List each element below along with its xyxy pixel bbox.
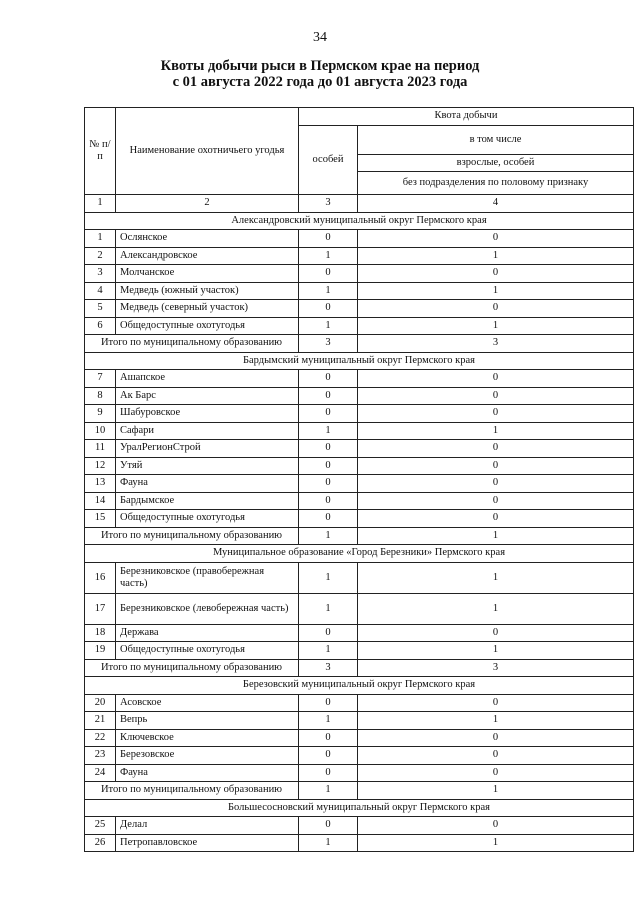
quota-individuals: 0 [299,817,358,835]
quota-adults: 1 [358,834,634,852]
row-number: 24 [85,764,116,782]
quota-adults: 1 [358,642,634,660]
quota-adults: 0 [358,747,634,765]
total-label: Итого по муниципальному образованию [85,782,299,800]
quota-individuals: 1 [299,422,358,440]
table-row [85,562,634,593]
total-row [85,335,634,353]
quota-adults: 0 [358,300,634,318]
quota-table [84,107,634,852]
col-number-3: 3 [299,195,358,213]
hunting-ground-name: Шабуровское [116,405,299,423]
section-title: Большесосновский муниципальный округ Пермского края [85,799,634,817]
quota-adults: 1 [358,593,634,624]
header-adults: взрослые, особей [358,154,634,172]
row-number: 22 [85,729,116,747]
row-number: 3 [85,265,116,283]
quota-individuals: 0 [299,492,358,510]
hunting-ground-name: Молчанское [116,265,299,283]
quota-individuals: 1 [299,712,358,730]
row-number: 26 [85,834,116,852]
table-row [85,370,634,388]
total-individuals: 1 [299,527,358,545]
row-number: 17 [85,593,116,624]
row-number: 5 [85,300,116,318]
quota-individuals: 0 [299,300,358,318]
row-number: 25 [85,817,116,835]
quota-individuals: 0 [299,457,358,475]
hunting-ground-name: УралРегионСтрой [116,440,299,458]
row-number: 15 [85,510,116,528]
row-number: 12 [85,457,116,475]
header-name: Наименование охотничьего угодья [116,108,299,195]
quota-individuals: 1 [299,282,358,300]
quota-individuals: 1 [299,593,358,624]
quota-adults: 1 [358,282,634,300]
section-title: Муниципальное образование «Город Березники» Пермского края [85,545,634,563]
quota-adults: 1 [358,317,634,335]
quota-individuals: 0 [299,230,358,248]
quota-individuals: 1 [299,562,358,593]
col-number-2: 2 [116,195,299,213]
quota-adults: 0 [358,265,634,283]
quota-adults: 0 [358,764,634,782]
table-row [85,624,634,642]
table-row [85,593,634,624]
col-number-4: 4 [358,195,634,213]
total-individuals: 1 [299,782,358,800]
quota-individuals: 0 [299,747,358,765]
table-row [85,405,634,423]
table-row [85,817,634,835]
quota-individuals: 0 [299,729,358,747]
section-title: Александровский муниципальный округ Пермского края [85,212,634,230]
header-individuals: особей [299,125,358,195]
hunting-ground-name: Березниковское (левобережная часть) [116,593,299,624]
total-adults: 3 [358,335,634,353]
total-label: Итого по муниципальному образованию [85,527,299,545]
row-number: 20 [85,694,116,712]
table-row [85,265,634,283]
table-row [85,475,634,493]
table-row [85,457,634,475]
total-individuals: 3 [299,335,358,353]
table-row [85,247,634,265]
quota-adults: 0 [358,475,634,493]
total-label: Итого по муниципальному образованию [85,335,299,353]
table-row [85,747,634,765]
table-row [85,317,634,335]
quota-individuals: 0 [299,510,358,528]
section-header-row [85,212,634,230]
row-number: 10 [85,422,116,440]
quota-individuals: 0 [299,370,358,388]
table-row [85,764,634,782]
row-number: 7 [85,370,116,388]
total-row [85,527,634,545]
quota-adults: 0 [358,370,634,388]
quota-adults: 0 [358,624,634,642]
total-row [85,659,634,677]
total-adults: 1 [358,782,634,800]
section-header-row [85,352,634,370]
hunting-ground-name: Общедоступные охотугодья [116,317,299,335]
section-title: Березовский муниципальный округ Пермского края [85,677,634,695]
hunting-ground-name: Александровское [116,247,299,265]
quota-individuals: 0 [299,475,358,493]
title-line-1: Квоты добычи рыси в Пермском крае на период [160,58,480,74]
section-header-row [85,799,634,817]
total-label: Итого по муниципальному образованию [85,659,299,677]
quota-individuals: 1 [299,317,358,335]
row-number: 8 [85,387,116,405]
row-number: 14 [85,492,116,510]
hunting-ground-name: Березниковское (правобережная часть) [116,562,299,593]
header-no-sex: без подразделения по половому признаку [358,172,634,195]
header-num: № п/п [85,108,116,195]
quota-individuals: 1 [299,834,358,852]
page-number: 34 [313,30,327,45]
row-number: 4 [85,282,116,300]
quota-adults: 0 [358,510,634,528]
table-row [85,492,634,510]
quota-adults: 1 [358,562,634,593]
quota-individuals: 0 [299,764,358,782]
section-header-row [85,677,634,695]
quota-individuals: 0 [299,624,358,642]
hunting-ground-name: Бардымское [116,492,299,510]
section-title: Бардымский муниципальный округ Пермского края [85,352,634,370]
quota-adults: 1 [358,247,634,265]
hunting-ground-name: Петропавловское [116,834,299,852]
quota-individuals: 1 [299,642,358,660]
quota-individuals: 1 [299,247,358,265]
row-number: 19 [85,642,116,660]
quota-individuals: 0 [299,405,358,423]
quota-adults: 0 [358,694,634,712]
row-number: 1 [85,230,116,248]
hunting-ground-name: Асовское [116,694,299,712]
quota-individuals: 0 [299,440,358,458]
quota-adults: 0 [358,492,634,510]
table-row [85,642,634,660]
hunting-ground-name: Вепрь [116,712,299,730]
total-adults: 1 [358,527,634,545]
total-row [85,782,634,800]
table-row [85,712,634,730]
table-row [85,510,634,528]
table-row [85,729,634,747]
table-row [85,834,634,852]
table-row [85,422,634,440]
hunting-ground-name: Ключевское [116,729,299,747]
quota-adults: 1 [358,422,634,440]
quota-individuals: 0 [299,265,358,283]
quota-adults: 0 [358,440,634,458]
row-number: 11 [85,440,116,458]
title-line-2: с 01 августа 2022 года до 01 августа 2023 года [172,74,468,90]
row-number: 23 [85,747,116,765]
quota-individuals: 0 [299,387,358,405]
row-number: 16 [85,562,116,593]
hunting-ground-name: Медведь (южный участок) [116,282,299,300]
table-row [85,282,634,300]
quota-adults: 0 [358,729,634,747]
header-quota: Квота добычи [299,108,634,126]
table-row [85,300,634,318]
header-including: в том числе [358,125,634,154]
hunting-ground-name: Общедоступные охотугодья [116,510,299,528]
quota-adults: 0 [358,230,634,248]
total-individuals: 3 [299,659,358,677]
quota-individuals: 0 [299,694,358,712]
row-number: 9 [85,405,116,423]
table-row [85,387,634,405]
hunting-ground-name: Ослянское [116,230,299,248]
table-row [85,230,634,248]
hunting-ground-name: Держава [116,624,299,642]
hunting-ground-name: Утяй [116,457,299,475]
quota-adults: 0 [358,817,634,835]
hunting-ground-name: Фауна [116,475,299,493]
quota-adults: 0 [358,387,634,405]
hunting-ground-name: Фауна [116,764,299,782]
hunting-ground-name: Ак Барс [116,387,299,405]
hunting-ground-name: Делал [116,817,299,835]
table-row [85,694,634,712]
row-number: 2 [85,247,116,265]
table-row [85,440,634,458]
total-adults: 3 [358,659,634,677]
quota-adults: 0 [358,457,634,475]
page-title [0,58,640,90]
quota-adults: 1 [358,712,634,730]
hunting-ground-name: Общедоступные охотугодья [116,642,299,660]
hunting-ground-name: Березовское [116,747,299,765]
row-number: 21 [85,712,116,730]
row-number: 13 [85,475,116,493]
row-number: 18 [85,624,116,642]
quota-adults: 0 [358,405,634,423]
hunting-ground-name: Сафари [116,422,299,440]
hunting-ground-name: Медведь (северный участок) [116,300,299,318]
hunting-ground-name: Ашапское [116,370,299,388]
section-header-row [85,545,634,563]
col-number-1: 1 [85,195,116,213]
row-number: 6 [85,317,116,335]
